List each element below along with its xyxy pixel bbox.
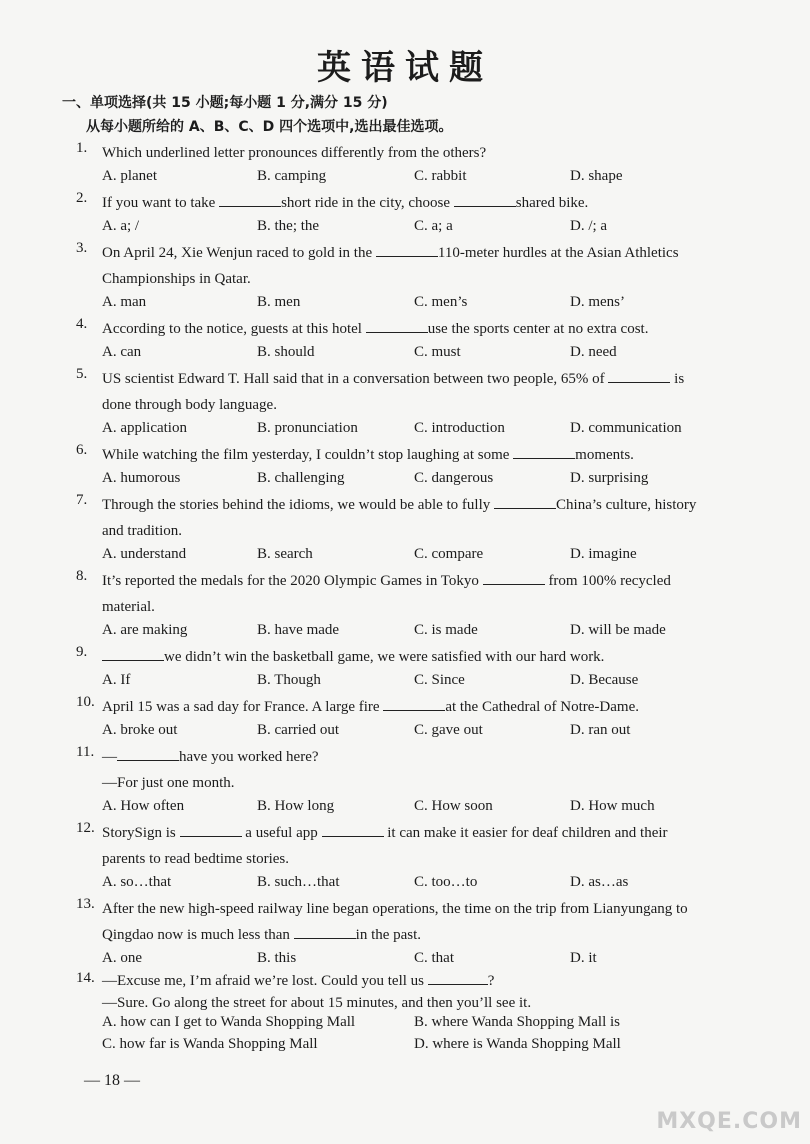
option-a[interactable]: A. are making <box>102 622 188 638</box>
option-c[interactable]: C. a; a <box>414 218 453 234</box>
option-a[interactable]: A. If <box>102 672 131 688</box>
option-a[interactable]: A. a; / <box>102 218 140 234</box>
option-d[interactable]: D. ran out <box>570 722 631 738</box>
question-number: 5. <box>76 366 88 382</box>
stem-text: April 15 was a sad day for France. A large fire <box>102 699 384 715</box>
stem-text: Championships in Qatar. <box>102 271 251 287</box>
option-b[interactable]: B. such…that <box>257 874 340 890</box>
stem-text: —Sure. Go along the street for about 15 minutes, and then you’ll see it. <box>102 995 532 1011</box>
stem-text: After the new high-speed railway line began operations, the time on the trip from Lianyungang to <box>102 901 688 917</box>
answer-blank <box>117 746 179 761</box>
stem-text: If you want to take <box>102 195 220 211</box>
stem-text: have you worked here? <box>179 749 319 765</box>
option-d[interactable]: D. shape <box>570 168 623 184</box>
option-b[interactable]: B. How long <box>257 798 335 814</box>
option-d[interactable]: D. as…as <box>570 874 629 890</box>
answer-blank <box>180 822 242 837</box>
option-d[interactable]: D. will be made <box>570 622 666 638</box>
question-3 <box>76 240 758 292</box>
option-b[interactable]: B. this <box>257 950 297 966</box>
question-2 <box>76 190 758 216</box>
question-number: 6. <box>76 442 88 458</box>
stem-text: parents to read bedtime stories. <box>102 851 290 867</box>
option-d[interactable]: D. mens’ <box>570 294 625 310</box>
answer-blank <box>513 444 575 459</box>
question-number: 1. <box>76 140 88 156</box>
stem-text: According to the notice, guests at this hotel <box>102 321 366 337</box>
option-a[interactable]: A. can <box>102 344 142 360</box>
stem-text: Qingdao now is much less than <box>102 927 294 943</box>
question-9 <box>76 644 758 670</box>
option-c[interactable]: C. must <box>414 344 461 360</box>
option-c[interactable]: C. too…to <box>414 874 478 890</box>
option-d[interactable]: D. need <box>570 344 617 360</box>
question-5-options <box>102 420 762 442</box>
answer-blank <box>366 318 428 333</box>
question-1 <box>76 140 758 166</box>
option-c[interactable]: C. dangerous <box>414 470 494 486</box>
question-12 <box>76 820 758 872</box>
question-5 <box>76 366 758 418</box>
option-c[interactable]: C. introduction <box>414 420 505 436</box>
question-10-options <box>102 722 762 744</box>
option-d[interactable]: D. where is Wanda Shopping Mall <box>414 1036 621 1052</box>
question-14-options-row2 <box>102 1036 762 1058</box>
question-3-options <box>102 294 762 316</box>
question-number: 14. <box>76 970 95 986</box>
stem-text: it can make it easier for deaf children and their <box>387 825 668 841</box>
stem-text: moments. <box>575 447 634 463</box>
question-4 <box>76 316 758 342</box>
option-c[interactable]: C. Since <box>414 672 465 688</box>
question-13 <box>76 896 758 948</box>
question-11-options <box>102 798 762 820</box>
answer-blank <box>219 192 281 207</box>
option-c[interactable]: C. men’s <box>414 294 468 310</box>
question-8 <box>76 568 758 620</box>
stem-text: While watching the film yesterday, I couldn’t stop laughing at some <box>102 447 514 463</box>
answer-blank <box>494 494 556 509</box>
question-2-options <box>102 218 762 240</box>
stem-text: China’s culture, history <box>556 497 697 513</box>
option-c[interactable]: C. compare <box>414 546 484 562</box>
question-number: 11. <box>76 744 95 760</box>
stem-text: shared bike. <box>515 195 589 211</box>
watermark: MXQE.COM <box>656 1109 802 1134</box>
option-c[interactable]: C. is made <box>414 622 478 638</box>
stem-text: at the Cathedral of Notre-Dame. <box>445 699 639 715</box>
section-instruction: 从每小题所给的 A、B、C、D 四个选项中,选出最佳选项。 <box>86 119 453 135</box>
question-4-options <box>102 344 762 366</box>
stem-text: —Excuse me, I’m afraid we’re lost. Could you tell us <box>102 973 428 989</box>
option-a[interactable]: A. planet <box>102 168 157 184</box>
option-a[interactable]: A. so…that <box>102 874 172 890</box>
option-b[interactable]: B. pronunciation <box>257 420 358 436</box>
option-b[interactable]: B. the; the <box>257 218 320 234</box>
question-6-options <box>102 470 762 492</box>
question-13-options <box>102 950 762 972</box>
question-number: 13. <box>76 896 95 912</box>
option-b[interactable]: B. men <box>257 294 301 310</box>
question-11 <box>76 744 758 796</box>
stem-text: material. <box>102 599 155 615</box>
answer-blank <box>383 696 445 711</box>
stem-text: done through body language. <box>102 397 277 413</box>
answer-blank <box>102 646 164 661</box>
option-a[interactable]: A. application <box>102 420 187 436</box>
option-b[interactable]: B. where Wanda Shopping Mall is <box>414 1014 620 1030</box>
option-a[interactable]: A. humorous <box>102 470 181 486</box>
option-d[interactable]: D. /; a <box>570 218 608 234</box>
stem-text: ? <box>487 973 495 989</box>
option-a[interactable]: A. man <box>102 294 147 310</box>
stem-text: —For just one month. <box>102 775 235 791</box>
question-number: 9. <box>76 644 88 660</box>
answer-blank <box>454 192 516 207</box>
option-d[interactable]: D. surprising <box>570 470 649 486</box>
stem-text: 110-meter hurdles at the Asian Athletics <box>437 245 679 261</box>
option-b[interactable]: B. camping <box>257 168 327 184</box>
question-number: 10. <box>76 694 95 710</box>
option-d[interactable]: D. imagine <box>570 546 637 562</box>
option-c[interactable]: C. gave out <box>414 722 483 738</box>
answer-blank <box>322 822 384 837</box>
option-d[interactable]: D. it <box>570 950 597 966</box>
option-a[interactable]: A. how can I get to Wanda Shopping Mall <box>102 1014 356 1030</box>
stem-text: On April 24, Xie Wenjun raced to gold in the <box>102 245 376 261</box>
answer-blank <box>294 924 356 939</box>
option-a[interactable]: A. one <box>102 950 142 966</box>
question-12-options <box>102 874 762 896</box>
option-d[interactable]: D. How much <box>570 798 655 814</box>
option-b[interactable]: B. search <box>257 546 313 562</box>
page-number: — 18 — <box>84 1072 140 1089</box>
question-number: 8. <box>76 568 88 584</box>
question-14 <box>76 970 758 1014</box>
question-number: 2. <box>76 190 88 206</box>
option-b[interactable]: B. have made <box>257 622 340 638</box>
stem-text: and tradition. <box>102 523 182 539</box>
question-6 <box>76 442 758 468</box>
question-number: 3. <box>76 240 88 256</box>
option-b[interactable]: B. challenging <box>257 470 345 486</box>
page-title: 英语试题 <box>317 48 493 88</box>
stem-text: use the sports center at no extra cost. <box>427 321 649 337</box>
question-1-options <box>102 168 762 190</box>
option-c[interactable]: C. how far is Wanda Shopping Mall <box>102 1036 318 1052</box>
option-a[interactable]: A. understand <box>102 546 187 562</box>
answer-blank <box>376 242 438 257</box>
stem-text: It’s reported the medals for the 2020 Olympic Games in Tokyo <box>102 573 483 589</box>
option-c[interactable]: C. that <box>414 950 454 966</box>
stem-text: is <box>674 371 685 387</box>
question-14-options-row1 <box>102 1014 762 1036</box>
stem-text: we didn’t win the basketball game, we were satisfied with our hard work. <box>164 649 605 665</box>
question-number: 7. <box>76 492 88 508</box>
option-b[interactable]: B. carried out <box>257 722 340 738</box>
stem-text: a useful app <box>245 825 322 841</box>
option-a[interactable]: A. broke out <box>102 722 178 738</box>
question-7-options <box>102 546 762 568</box>
stem-text: in the past. <box>355 927 422 943</box>
answer-blank <box>483 570 545 585</box>
option-c[interactable]: C. rabbit <box>414 168 467 184</box>
stem-text: US scientist Edward T. Hall said that in a conversation between two people, 65% of <box>102 371 609 387</box>
question-stem: Which underlined letter pronounces differently from the others? <box>102 145 487 161</box>
answer-blank <box>608 368 670 383</box>
stem-text: — <box>102 749 117 765</box>
question-9-options <box>102 672 762 694</box>
option-b[interactable]: B. Though <box>257 672 321 688</box>
option-c[interactable]: C. How soon <box>414 798 493 814</box>
question-7 <box>76 492 758 544</box>
answer-blank <box>428 970 488 985</box>
option-d[interactable]: D. communication <box>570 420 682 436</box>
option-b[interactable]: B. should <box>257 344 315 360</box>
question-10 <box>76 694 758 720</box>
question-8-options <box>102 622 762 644</box>
stem-text: Through the stories behind the idioms, we would be able to fully <box>102 497 495 513</box>
stem-text: StorySign is <box>102 825 180 841</box>
question-number: 12. <box>76 820 95 836</box>
stem-text: from 100% recycled <box>548 573 671 589</box>
option-a[interactable]: A. How often <box>102 798 185 814</box>
question-number: 4. <box>76 316 88 332</box>
stem-text: short ride in the city, choose <box>281 195 454 211</box>
section-heading: 一、单项选择(共 15 小题;每小题 1 分,满分 15 分) <box>62 95 388 111</box>
option-d[interactable]: D. Because <box>570 672 639 688</box>
